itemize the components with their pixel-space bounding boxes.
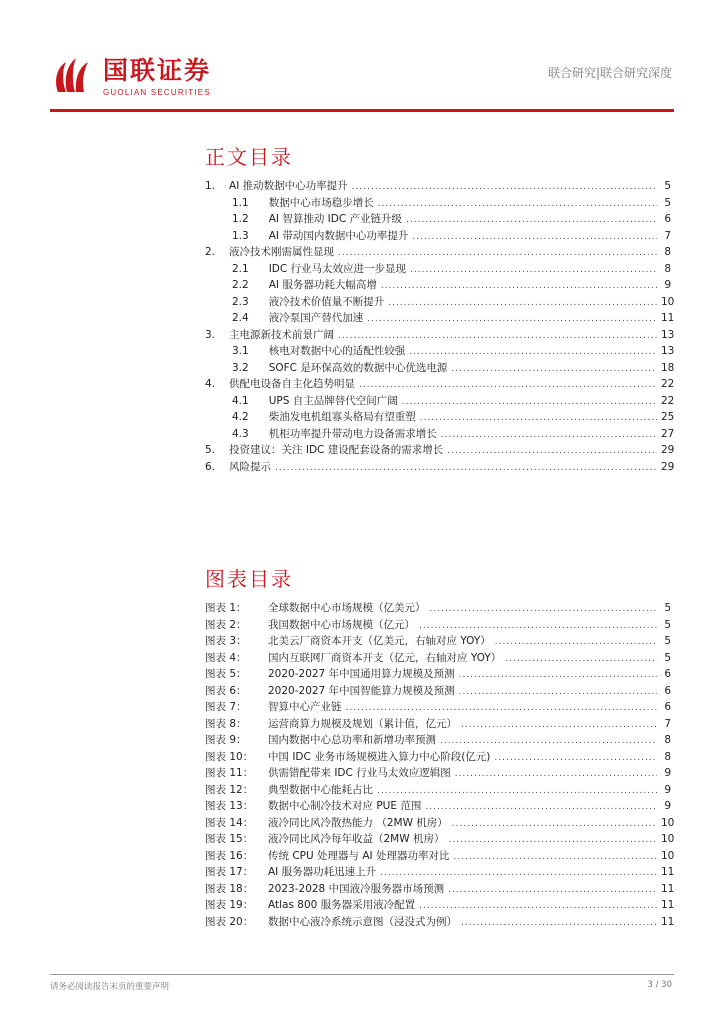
page-header: [0, 0, 724, 115]
page-number: 3 / 30: [647, 980, 672, 990]
toc-entry-page: 22: [661, 394, 675, 407]
toc-entry-title: 数据中心市场稳步增长: [268, 196, 374, 209]
figure-leader-dots: [505, 654, 657, 664]
toc-entry[interactable]: [205, 327, 675, 344]
figure-leader-dots: [419, 621, 657, 631]
toc-entry-number: 2.: [205, 246, 216, 258]
figure-entry-title: 液冷同比风冷每年收益（2MW 机房）: [268, 833, 445, 845]
figure-entry-page: 10: [661, 849, 675, 862]
toc-entry-title: AI 服务器功耗大幅高增: [268, 279, 377, 291]
toc-entry-number: 3.1: [232, 345, 249, 357]
toc-entry-page: 13: [661, 345, 675, 357]
figure-leader-dots: [419, 901, 657, 911]
figure-entry[interactable]: [205, 699, 671, 716]
figure-leader-dots: [380, 868, 657, 878]
figure-entry-page: 6: [664, 668, 671, 680]
figure-entry-page: 11: [661, 866, 675, 878]
toc-leader-dots: [388, 298, 657, 308]
toc-entry-title: 柴油发电机组寡头格局有望重塑: [268, 411, 416, 423]
toc-entry-number: 4.: [205, 378, 216, 390]
toc-leader-dots: [409, 347, 657, 357]
figure-entry-title: 全球数据中心市场规模（亿美元）: [268, 602, 426, 614]
figure-leader-dots: [494, 753, 657, 763]
figure-entry[interactable]: [205, 666, 671, 683]
figure-entry-title: AI 服务器功耗迅速上升: [268, 866, 377, 878]
toc-entry[interactable]: [205, 376, 675, 393]
toc-entry[interactable]: [205, 178, 671, 195]
toc-entry-number: 6.: [205, 460, 216, 473]
figure-leader-dots: [455, 769, 657, 779]
figure-entry-page: 5: [664, 602, 671, 614]
toc-entry-page: 8: [664, 262, 671, 275]
toc-entry-number: 1.1: [232, 196, 249, 209]
figure-entry-page: 5: [664, 635, 671, 647]
figure-entry-page: 8: [664, 750, 671, 763]
figure-entry-label: 图表 7：: [205, 701, 247, 713]
toc-entry-page: 22: [661, 378, 675, 390]
figure-entry[interactable]: [205, 716, 671, 733]
toc-entry[interactable]: [205, 426, 675, 443]
toc-entry-page: 9: [664, 279, 671, 291]
figure-entry-label: 图表 9：: [205, 734, 247, 746]
figure-entry-title: 2023-2028 中国液冷服务器市场预测: [268, 882, 445, 895]
toc-entry-number: 2.1: [232, 262, 249, 275]
figure-entry[interactable]: [205, 831, 675, 848]
figure-entry[interactable]: [205, 633, 671, 650]
toc-list: [205, 178, 675, 475]
toc-leader-dots: [402, 397, 657, 407]
figure-entry-title: 北美云厂商资本开支（亿美元，右轴对应 YOY）: [268, 635, 491, 647]
figure-entry-page: 5: [664, 618, 671, 631]
toc-entry[interactable]: [205, 195, 671, 212]
toc-leader-dots: [338, 331, 657, 341]
figure-entry[interactable]: [205, 914, 675, 931]
figure-leader-dots: [453, 852, 657, 862]
toc-entry-page: 7: [664, 229, 671, 242]
figure-entry-label: 图表 20：: [205, 915, 254, 928]
figure-entry-title: Atlas 800 服务器采用液冷配置: [268, 899, 416, 911]
toc-entry[interactable]: [205, 277, 671, 294]
toc-entry-number: 2.2: [232, 279, 249, 291]
toc-leader-dots: [447, 446, 657, 456]
toc-leader-dots: [338, 248, 657, 258]
toc-entry-page: 5: [664, 180, 671, 192]
header-divider: [50, 109, 674, 112]
toc-entry-number: 4.3: [232, 427, 249, 440]
figure-entry[interactable]: [205, 881, 675, 898]
figure-leader-dots: [459, 687, 657, 697]
figure-entry[interactable]: [205, 897, 675, 914]
figure-entry-label: 图表 13：: [205, 800, 254, 812]
figure-entry-label: 图表 16：: [205, 849, 254, 862]
toc-entry-number: 5.: [205, 444, 216, 456]
figure-entry-page: 10: [661, 816, 675, 829]
toc-entry[interactable]: [205, 393, 675, 410]
brand-name-en: GUOLIAN SECURITIES: [103, 88, 211, 97]
figure-entry-label: 图表 5：: [205, 668, 247, 680]
toc-entry-title: 主电源新技术前景广阔: [229, 328, 335, 341]
toc-entry-page: 11: [661, 312, 675, 324]
toc-leader-dots: [367, 314, 657, 324]
figure-entry-label: 图表 1：: [205, 602, 247, 614]
toc-entry-page: 5: [664, 196, 671, 209]
figure-entry-page: 10: [661, 833, 675, 845]
toc-entry-title: IDC 行业马太效应进一步显现: [268, 262, 407, 275]
toc-heading: 正文目录: [205, 145, 293, 169]
toc-entry-title: 核电对数据中心的适配性较强: [268, 345, 406, 357]
toc-entry-title: 机柜功率提升带动电力设备需求增长: [268, 427, 437, 440]
figure-entry-page: 11: [661, 882, 675, 895]
toc-entry-title: 液冷技术刚需属性显现: [229, 246, 335, 258]
toc-entry[interactable]: [205, 310, 675, 327]
toc-leader-dots: [352, 182, 657, 192]
figure-leader-dots: [425, 802, 657, 812]
toc-entry-page: 18: [661, 361, 675, 374]
toc-leader-dots: [410, 265, 657, 275]
toc-leader-dots: [275, 463, 657, 473]
toc-leader-dots: [359, 380, 657, 390]
figure-entry-page: 11: [661, 899, 675, 911]
figure-entry-page: 9: [664, 783, 671, 796]
figure-entry-title: 运营商算力规模及规划（累计值，亿元）: [268, 717, 457, 730]
figure-entry[interactable]: [205, 848, 675, 865]
toc-entry-title: SOFC 是环保高效的数据中心优选电源: [268, 361, 448, 374]
toc-entry-title: AI 智算推动 IDC 产业链升级: [268, 213, 403, 225]
toc-entry-page: 29: [661, 460, 675, 473]
figure-entry-title: 液冷同比风冷散热能力 （2MW 机房）: [268, 816, 448, 829]
footer-divider: [50, 974, 674, 975]
figure-entry-label: 图表 8：: [205, 717, 247, 730]
figure-leader-dots: [430, 604, 658, 614]
figure-leader-dots: [377, 786, 657, 796]
figure-leader-dots: [346, 703, 658, 713]
figure-entry[interactable]: [205, 765, 671, 782]
toc-entry-page: 13: [661, 328, 675, 341]
toc-entry-page: 29: [661, 444, 675, 456]
figure-entry-title: 中国 IDC 业务市场规模进入算力中心阶段(亿元): [268, 750, 491, 763]
figure-entry[interactable]: [205, 798, 671, 815]
toc-entry[interactable]: [205, 409, 675, 426]
figure-entry[interactable]: [205, 864, 675, 881]
toc-entry[interactable]: [205, 294, 675, 311]
toc-entry[interactable]: [205, 228, 671, 245]
guolian-logo-icon: [50, 52, 96, 98]
toc-entry-number: 4.2: [232, 411, 249, 423]
toc-entry-title: 供配电设备自主化趋势明显: [229, 378, 356, 390]
toc-entry-number: 1.2: [232, 213, 249, 225]
toc-entry-title: AI 推动数据中心功率提升: [229, 180, 348, 192]
figure-entry-label: 图表 2：: [205, 618, 247, 631]
toc-leader-dots: [406, 215, 657, 225]
figure-leader-dots: [461, 918, 657, 928]
figure-entry[interactable]: [205, 650, 671, 667]
figure-entry[interactable]: [205, 732, 671, 749]
toc-leader-dots: [441, 430, 657, 440]
toc-entry[interactable]: [205, 459, 675, 476]
figure-entry-title: 传统 CPU 处理器与 AI 处理器功率对比: [268, 849, 450, 862]
figure-entry-label: 图表 4：: [205, 651, 247, 664]
toc-entry[interactable]: [205, 261, 671, 278]
toc-entry-title: 液冷泵国产替代加速: [268, 312, 364, 324]
figure-entry-title: 2020-2027 年中国通用算力规模及预测: [268, 668, 455, 680]
toc-entry-title: 液冷技术价值量不断提升: [268, 295, 385, 308]
figure-entry-title: 国内互联网厂商资本开支（亿元，右轴对应 YOY）: [268, 651, 502, 664]
figure-entry-label: 图表 14：: [205, 816, 254, 829]
figure-entry[interactable]: [205, 749, 671, 766]
figure-entry-label: 图表 10：: [205, 750, 254, 763]
toc-entry-number: 1.: [205, 180, 216, 192]
report-category: 联合研究|联合研究深度: [547, 66, 672, 80]
toc-entry-page: 6: [664, 213, 671, 225]
figure-leader-dots: [452, 819, 657, 829]
toc-entry[interactable]: [205, 360, 675, 377]
toc-entry[interactable]: [205, 343, 675, 360]
toc-entry-title: AI 带动国内数据中心功率提升: [268, 229, 409, 242]
toc-entry-title: 投资建议：关注 IDC 建设配套设备的需求增长: [229, 444, 444, 456]
figure-entry-page: 9: [664, 800, 671, 812]
toc-leader-dots: [378, 199, 657, 209]
toc-entry-number: 4.1: [232, 394, 249, 407]
toc-entry-title: 风险提示: [229, 460, 272, 473]
figure-leader-dots: [459, 670, 657, 680]
toc-entry-page: 25: [661, 411, 675, 423]
figure-entry-label: 图表 17：: [205, 866, 254, 878]
figure-entry-label: 图表 11：: [205, 767, 254, 779]
figure-entry[interactable]: [205, 617, 671, 634]
figure-entry-title: 供需错配带来 IDC 行业马太效应逻辑图: [268, 767, 451, 779]
figure-leader-dots: [440, 736, 657, 746]
figure-entry-label: 图表 6：: [205, 684, 247, 697]
figure-entry-page: 6: [664, 701, 671, 713]
figure-entry-title: 数据中心制冷技术对应 PUE 范围: [268, 800, 422, 812]
figure-entry-title: 国内数据中心总功率和新增功率预测: [268, 734, 436, 746]
figure-entry-title: 典型数据中心能耗占比: [268, 783, 373, 796]
footer-disclaimer: 请务必阅读报告末页的重要声明: [50, 982, 170, 992]
figure-entry-title: 数据中心液冷系统示意图（浸没式为例）: [268, 915, 457, 928]
toc-entry[interactable]: [205, 442, 675, 459]
figure-entry-label: 图表 18：: [205, 882, 254, 895]
figure-entry-page: 7: [664, 717, 671, 730]
figure-entry[interactable]: [205, 815, 675, 832]
toc-entry-number: 1.3: [232, 229, 249, 242]
toc-entry-title: UPS 自主品牌替代空间广阔: [268, 394, 398, 407]
toc-entry-number: 3.: [205, 328, 216, 341]
toc-entry-number: 2.3: [232, 295, 249, 308]
figure-leader-dots: [461, 720, 657, 730]
figure-entry-page: 5: [664, 651, 671, 664]
toc-entry[interactable]: [205, 244, 671, 261]
figure-entry-title: 智算中心产业链: [268, 701, 342, 713]
figure-entry-title: 我国数据中心市场规模（亿元）: [268, 618, 415, 631]
toc-entry[interactable]: [205, 211, 671, 228]
figure-entry-page: 6: [664, 684, 671, 697]
toc-leader-dots: [381, 281, 657, 291]
figure-entry[interactable]: [205, 683, 671, 700]
figure-index-heading: 图表目录: [205, 567, 293, 591]
toc-entry-page: 27: [661, 427, 675, 440]
toc-leader-dots: [420, 413, 657, 423]
figure-leader-dots: [448, 835, 657, 845]
figure-entry[interactable]: [205, 600, 671, 617]
figure-entry-page: 8: [664, 734, 671, 746]
toc-entry-number: 2.4: [232, 312, 249, 324]
figure-leader-dots: [495, 637, 657, 647]
figure-index-list: [205, 600, 675, 930]
figure-entry[interactable]: [205, 782, 671, 799]
figure-entry-label: 图表 15：: [205, 833, 254, 845]
figure-entry-page: 9: [664, 767, 671, 779]
figure-entry-label: 图表 3：: [205, 635, 247, 647]
figure-entry-page: 11: [661, 915, 675, 928]
toc-entry-number: 3.2: [232, 361, 249, 374]
figure-entry-label: 图表 12：: [205, 783, 254, 796]
figure-entry-label: 图表 19：: [205, 899, 254, 911]
toc-leader-dots: [451, 364, 657, 374]
brand-name: 国联证券: [103, 56, 212, 85]
toc-entry-page: 10: [661, 295, 675, 308]
figure-leader-dots: [448, 885, 657, 895]
toc-entry-page: 8: [664, 246, 671, 258]
toc-leader-dots: [412, 232, 657, 242]
figure-entry-title: 2020-2027 年中国智能算力规模及预测: [268, 684, 455, 697]
